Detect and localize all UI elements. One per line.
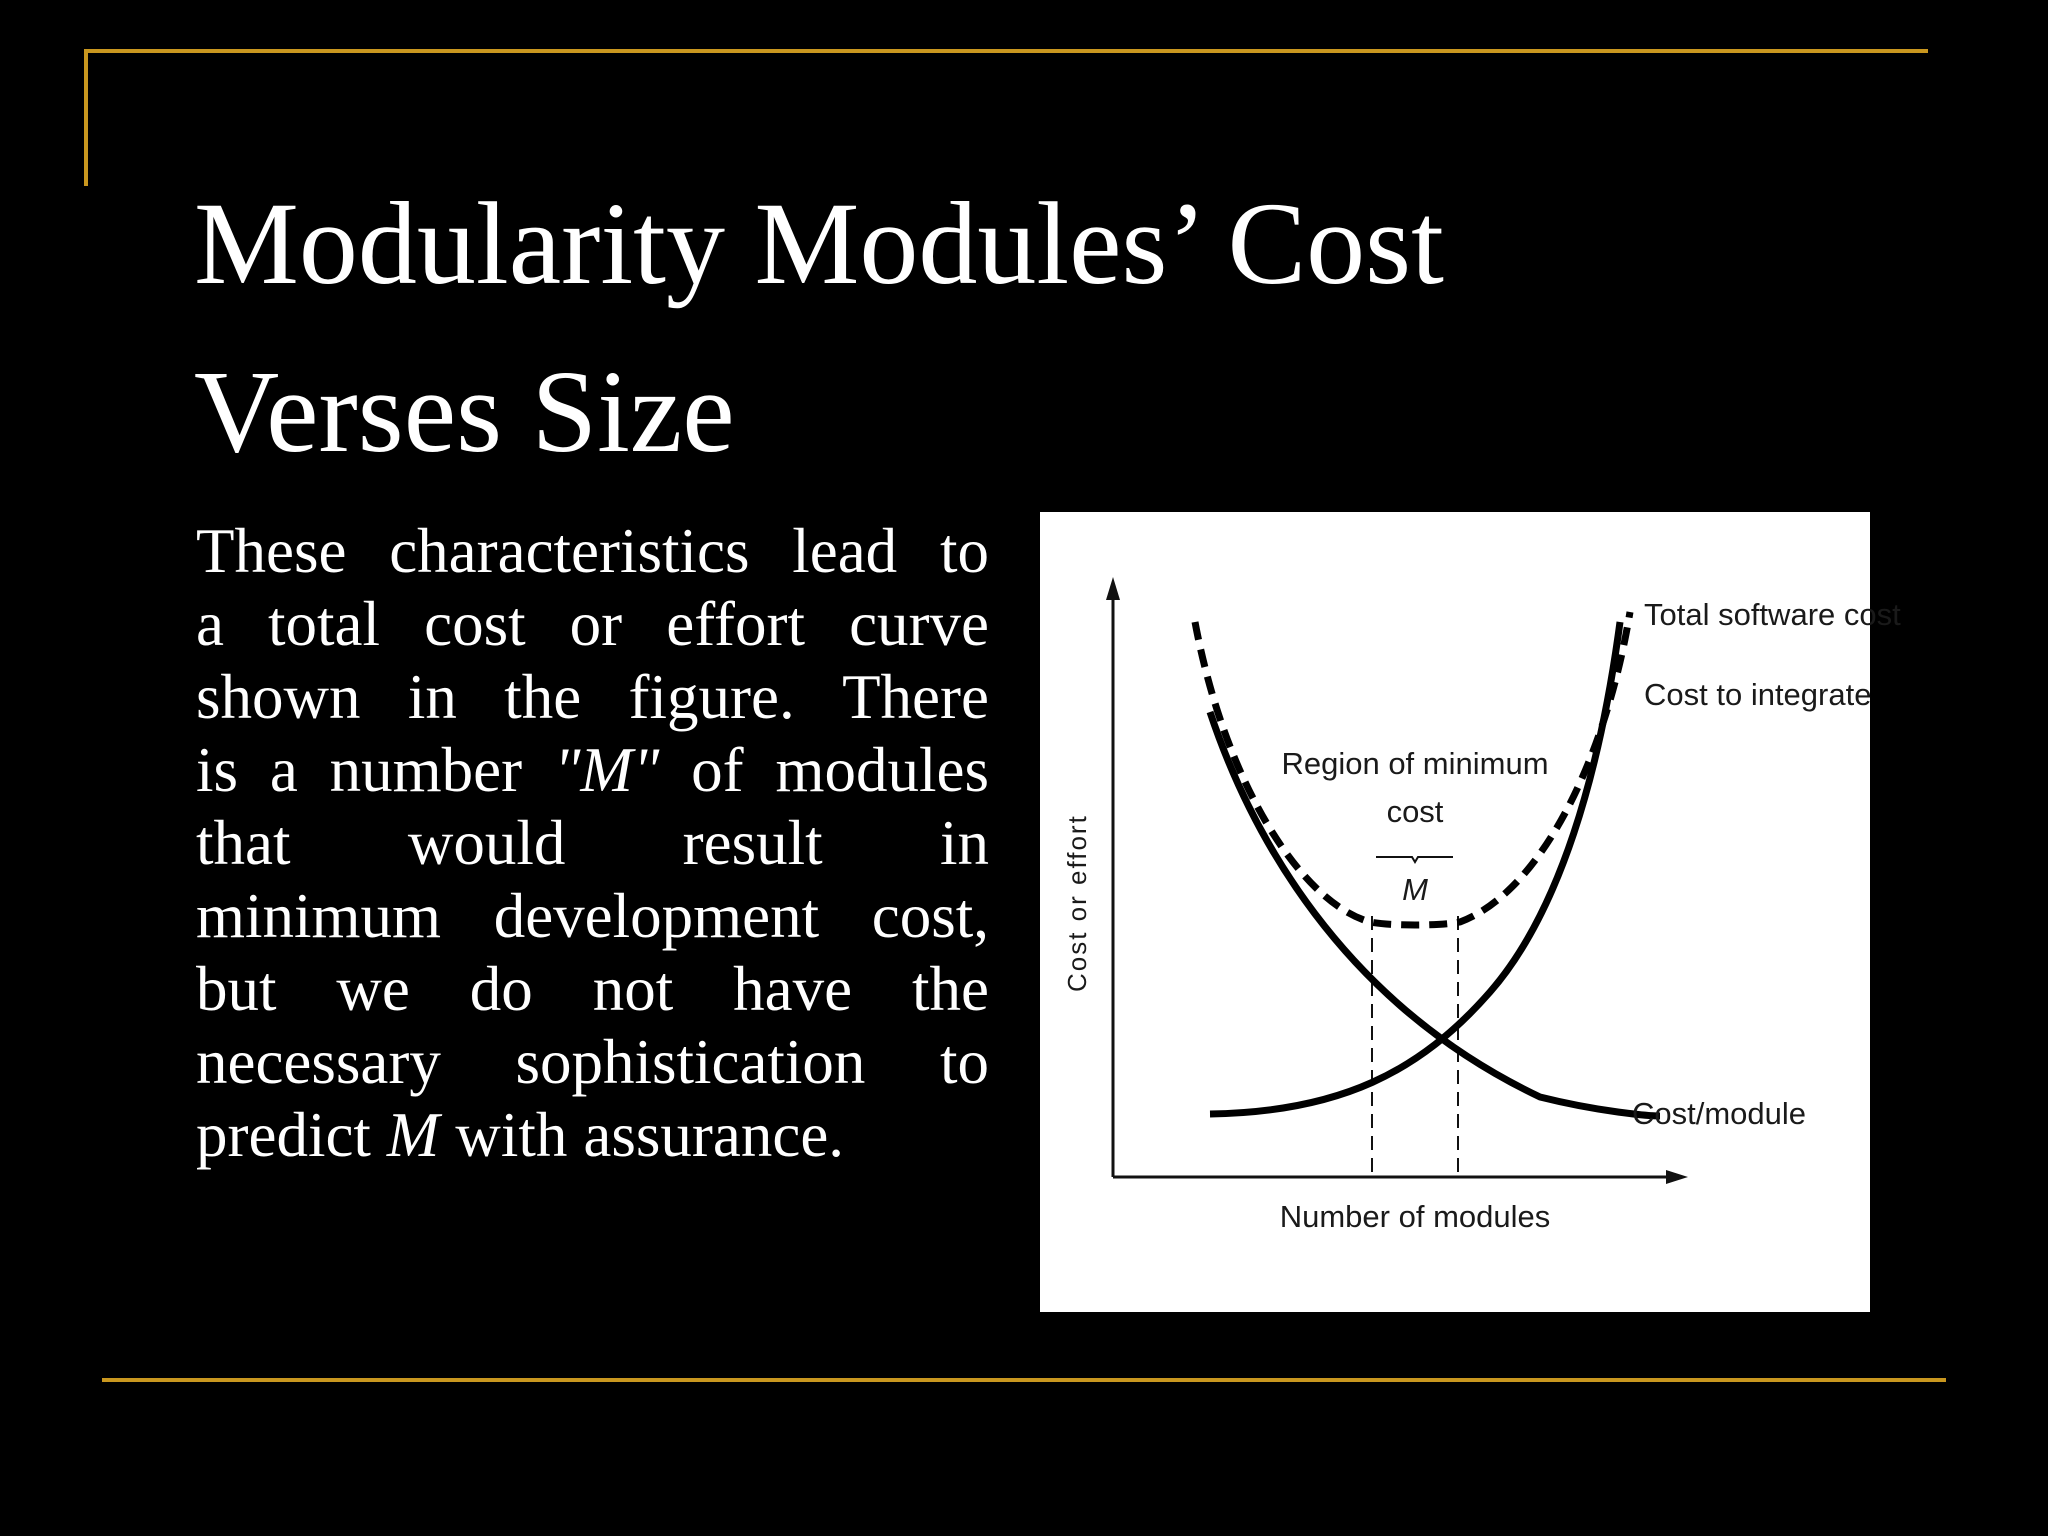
body-word: that (196, 808, 291, 878)
body-word: necessary (196, 1027, 441, 1097)
body-word: to (939, 1027, 989, 1097)
top-accent-rule (84, 49, 1928, 53)
body-word: lead (792, 516, 898, 586)
body-word: curve (849, 589, 989, 659)
m-label: M (1402, 872, 1428, 907)
body-word: not (592, 954, 674, 1024)
region-label-line-1: Region of minimum (1281, 746, 1549, 781)
body-word: There (842, 662, 989, 732)
body-word: figure. (628, 662, 795, 732)
body-word: predict (196, 1100, 371, 1170)
body-word: is (196, 735, 239, 805)
y-axis-arrow-icon (1106, 577, 1120, 600)
integrate-cost-label: Cost to integrate (1644, 677, 1872, 712)
body-word: development (493, 881, 820, 951)
body-line (196, 661, 989, 734)
body-word: the (911, 954, 989, 1024)
body-word: assurance. (583, 1100, 845, 1170)
body-word: or (569, 589, 623, 659)
body-line (196, 1099, 989, 1172)
body-word: minimum (196, 881, 442, 951)
figure-svg (1040, 512, 1901, 1312)
body-line (196, 515, 989, 588)
body-line (196, 734, 989, 807)
x-axis-arrow-icon (1666, 1170, 1688, 1184)
body-word: effort (666, 589, 806, 659)
body-word: in (939, 808, 989, 878)
body-word: the (504, 662, 582, 732)
left-accent-rule (84, 49, 88, 186)
body-line (196, 880, 989, 953)
body-word: with (455, 1100, 568, 1170)
body-word: total (268, 589, 381, 659)
body-word: cost (424, 589, 526, 659)
x-axis-label: Number of modules (1279, 1199, 1551, 1234)
region-brace (1376, 857, 1453, 862)
y-axis-label: Cost or effort (1062, 814, 1092, 992)
body-line (196, 953, 989, 1026)
cost-to-integrate-curve (1210, 622, 1620, 1114)
body-word: M (386, 1100, 440, 1170)
body-word: do (469, 954, 533, 1024)
body-word: we (336, 954, 410, 1024)
body-paragraph (196, 515, 989, 1172)
body-word: would (407, 808, 566, 878)
body-word: sophistication (515, 1027, 866, 1097)
body-word: a (269, 735, 298, 805)
body-line (196, 588, 989, 661)
body-word: These (196, 516, 347, 586)
module-cost-label: Cost/module (1632, 1096, 1807, 1131)
body-line (196, 1026, 989, 1099)
cost-vs-modules-figure (1040, 512, 1901, 1312)
body-word: modules (775, 735, 989, 805)
slide-title-line-2: Verses Size (194, 346, 735, 477)
body-word: but (196, 954, 277, 1024)
region-label-line-2: cost (1386, 794, 1444, 829)
bottom-accent-rule (102, 1378, 1946, 1382)
slide-title-line-1: Modularity Modules’ Cost (194, 178, 1444, 309)
body-word: number (329, 735, 523, 805)
body-word: characteristics (389, 516, 750, 586)
body-word: result (682, 808, 823, 878)
body-word: cost, (871, 881, 989, 951)
body-word: shown (196, 662, 361, 732)
body-word: to (939, 516, 989, 586)
body-word: a (196, 589, 224, 659)
body-word: of (691, 735, 744, 805)
body-line (196, 807, 989, 880)
slide-title (194, 160, 1694, 496)
body-word: "M" (553, 735, 660, 805)
total-cost-label: Total software cost (1644, 597, 1901, 632)
body-word: have (733, 954, 853, 1024)
body-word: in (407, 662, 457, 732)
